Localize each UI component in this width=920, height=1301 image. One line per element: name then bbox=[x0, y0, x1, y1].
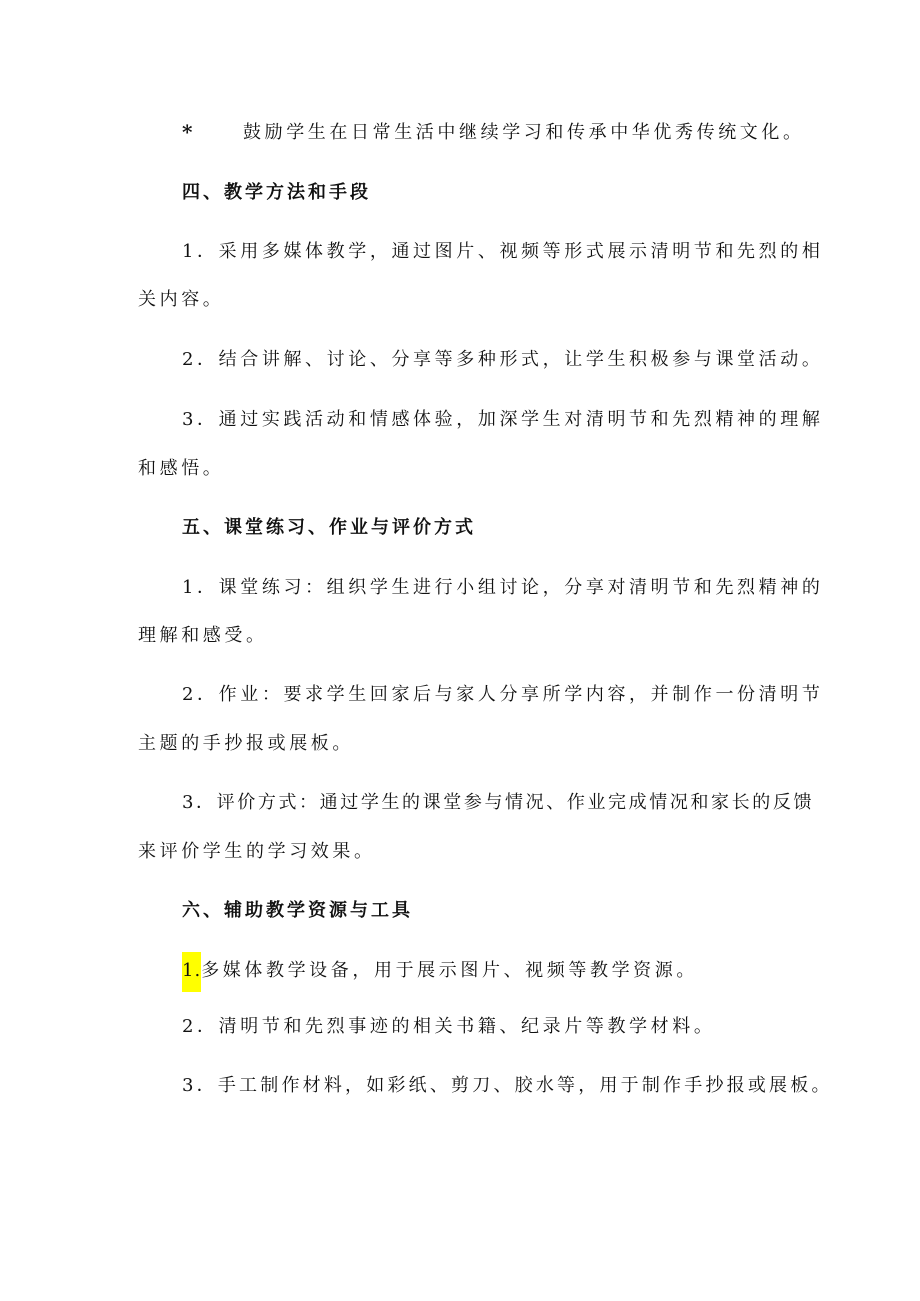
section6-item3-line1: 3．手工制作材料，如彩纸、剪刀、胶水等，用于制作手抄报或展板。 bbox=[182, 1075, 833, 1096]
bullet-text: 鼓励学生在日常生活中继续学习和传承中华优秀传统文化。 bbox=[243, 122, 805, 143]
section5-item3-line2: 来评价学生的学习效果。 bbox=[138, 841, 376, 862]
section4-item3-line1: 3．通过实践活动和情感体验，加深学生对清明节和先烈精神的理解 bbox=[182, 409, 824, 430]
section4-item1-line2: 关内容。 bbox=[138, 289, 225, 310]
section5-item1-line1: 1．课堂练习：组织学生进行小组讨论，分享对清明节和先烈精神的 bbox=[182, 577, 824, 598]
section6-item1 bbox=[182, 952, 920, 992]
section5-item2-line1: 2．作业：要求学生回家后与家人分享所学内容，并制作一份清明节 bbox=[182, 684, 824, 705]
section-heading-6: 六、辅助教学资源与工具 bbox=[182, 900, 413, 921]
highlighted-number: 1. bbox=[182, 952, 201, 992]
section5-item3-line1: 3．评价方式：通过学生的课堂参与情况、作业完成情况和家长的反馈 bbox=[182, 792, 815, 813]
section6-item2-line1: 2．清明节和先烈事迹的相关书籍、纪录片等教学材料。 bbox=[182, 1016, 716, 1037]
section4-item1-line1: 1．采用多媒体教学，通过图片、视频等形式展示清明节和先烈的相 bbox=[182, 241, 824, 262]
section-heading-5: 五、课堂练习、作业与评价方式 bbox=[182, 517, 476, 538]
section5-item1-line2: 理解和感受。 bbox=[138, 625, 268, 646]
bullet-marker: * bbox=[182, 120, 193, 144]
section4-item2-line1: 2．结合讲解、讨论、分享等多种形式，让学生积极参与课堂活动。 bbox=[182, 349, 824, 370]
section-heading-4: 四、教学方法和手段 bbox=[182, 182, 371, 203]
section4-item3-line2: 和感悟。 bbox=[138, 458, 225, 479]
section6-item1-text: 多媒体教学设备，用于展示图片、视频等教学资源。 bbox=[201, 960, 698, 981]
section5-item2-line2: 主题的手抄报或展板。 bbox=[138, 733, 354, 754]
